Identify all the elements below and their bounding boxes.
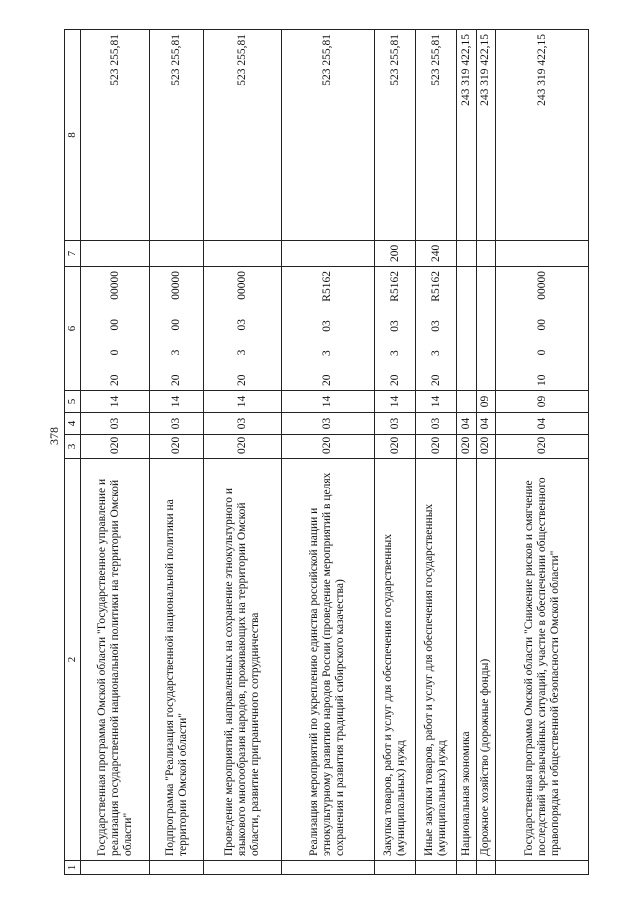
table-row xyxy=(496,30,589,875)
cell-col-4: 04 xyxy=(476,413,495,435)
table-row xyxy=(476,30,495,875)
cell-col-5: 14 xyxy=(150,391,204,413)
target-code-cs1: 20 xyxy=(108,374,121,386)
cell-target-code xyxy=(204,267,282,391)
table-row xyxy=(374,30,415,875)
header-col-8: 8 xyxy=(65,30,81,241)
cell-col-7: 240 xyxy=(416,241,457,267)
target-code-cs3: 03 xyxy=(321,320,334,332)
cell-col-3: 020 xyxy=(81,435,150,459)
cell-amount: 523 255,81 xyxy=(150,30,204,241)
cell-name: Дорожное хозяйство (дорожные фонды) xyxy=(476,459,495,861)
cell-name: Реализация мероприятий по укреплению единства российской нации и этнокультурному развитию народов России (проведение мероприятий в целях сохранения и развития традиций сибирского казачества) xyxy=(282,459,375,861)
target-code-cs1: 20 xyxy=(388,374,401,386)
cell-col-3: 020 xyxy=(416,435,457,459)
cell-amount: 523 255,81 xyxy=(416,30,457,241)
cell-col-1 xyxy=(457,861,476,875)
header-col-5: 5 xyxy=(65,391,81,413)
cell-amount: 523 255,81 xyxy=(204,30,282,241)
cell-col-4: 03 xyxy=(374,413,415,435)
cell-col-4: 04 xyxy=(457,413,476,435)
budget-table xyxy=(64,29,589,875)
cell-target-code xyxy=(81,267,150,391)
cell-target-code xyxy=(416,267,457,391)
cell-col-7 xyxy=(282,241,375,267)
target-code-cs1: 20 xyxy=(429,374,442,386)
table-row xyxy=(81,30,150,875)
cell-col-1 xyxy=(204,861,282,875)
cell-col-4: 03 xyxy=(416,413,457,435)
rotated-page xyxy=(64,30,640,871)
target-code-cs3: 03 xyxy=(236,318,249,331)
target-code-cs2: 3 xyxy=(429,350,442,356)
target-code-cs4: R5162 xyxy=(388,271,401,302)
cell-col-5 xyxy=(457,391,476,413)
cell-col-5: 09 xyxy=(496,391,589,413)
target-code-cs3: 00 xyxy=(108,318,121,331)
cell-col-7 xyxy=(476,241,495,267)
cell-col-1 xyxy=(374,861,415,875)
cell-col-1 xyxy=(496,861,589,875)
cell-col-4: 03 xyxy=(81,413,150,435)
cell-col-3: 020 xyxy=(476,435,495,459)
target-code-parts xyxy=(170,271,183,386)
cell-col-5: 09 xyxy=(476,391,495,413)
cell-amount: 243 319 422,15 xyxy=(457,30,476,241)
target-code-cs4: 00000 xyxy=(236,271,249,300)
target-code-parts xyxy=(430,271,443,386)
table-rotation-wrapper xyxy=(64,30,589,875)
table-row xyxy=(150,30,204,875)
target-code-cs2: 3 xyxy=(170,349,183,356)
cell-amount: 243 319 422,15 xyxy=(476,30,495,241)
table-row xyxy=(416,30,457,875)
table-row xyxy=(204,30,282,875)
target-code-cs2: 0 xyxy=(535,349,548,356)
cell-name: Проведение мероприятий, направленных на сохранение этнокультурного и языкового многообразия народов, проживающих на территории Омской области, развитие приграничного сотрудничества xyxy=(204,459,282,861)
target-code-cs1: 20 xyxy=(236,374,249,386)
target-code-parts xyxy=(109,271,122,386)
target-code-cs1: 20 xyxy=(170,374,183,386)
cell-name: Государственная программа Омской области "Снижение рисков и смягчение последствий чрезвычайных ситуаций, участие в обеспечении общественного правопорядка и общественной безопасности Омской области" xyxy=(496,459,589,861)
cell-amount: 523 255,81 xyxy=(282,30,375,241)
cell-col-3: 020 xyxy=(496,435,589,459)
cell-col-7 xyxy=(81,241,150,267)
cell-col-5: 14 xyxy=(282,391,375,413)
cell-col-1 xyxy=(476,861,495,875)
header-col-2: 2 xyxy=(65,459,81,861)
cell-amount: 243 319 422,15 xyxy=(496,30,589,241)
cell-target-code xyxy=(476,267,495,391)
page-number: 378 xyxy=(47,427,61,445)
cell-col-1 xyxy=(150,861,204,875)
table-row xyxy=(282,30,375,875)
target-code-parts xyxy=(536,271,549,386)
target-code-cs2: 3 xyxy=(388,350,401,356)
cell-col-7 xyxy=(457,241,476,267)
target-code-cs3: 03 xyxy=(388,320,401,332)
target-code-cs3: 00 xyxy=(170,318,183,331)
cell-col-4: 04 xyxy=(496,413,589,435)
table-row xyxy=(457,30,476,875)
cell-col-5: 14 xyxy=(374,391,415,413)
header-row xyxy=(65,30,81,875)
cell-target-code xyxy=(496,267,589,391)
cell-col-7 xyxy=(496,241,589,267)
cell-col-4: 03 xyxy=(282,413,375,435)
cell-target-code xyxy=(374,267,415,391)
cell-amount: 523 255,81 xyxy=(374,30,415,241)
cell-col-1 xyxy=(81,861,150,875)
cell-target-code xyxy=(282,267,375,391)
target-code-cs4: R5162 xyxy=(429,271,442,302)
cell-col-3: 020 xyxy=(457,435,476,459)
header-col-4: 4 xyxy=(65,413,81,435)
header-col-1: 1 xyxy=(65,861,81,875)
target-code-parts xyxy=(389,271,402,386)
cell-name: Подпрограмма "Реализация государственной национальной политики на территории Омской области" xyxy=(150,459,204,861)
cell-target-code xyxy=(150,267,204,391)
target-code-cs2: 3 xyxy=(321,350,334,356)
target-code-cs3: 00 xyxy=(535,318,548,331)
target-code-parts xyxy=(236,271,249,386)
target-code-cs4: 00000 xyxy=(535,271,548,300)
cell-col-7 xyxy=(204,241,282,267)
header-col-6: 6 xyxy=(65,267,81,391)
cell-col-1 xyxy=(282,861,375,875)
header-col-3: 3 xyxy=(65,435,81,459)
target-code-cs4: R5162 xyxy=(321,271,334,302)
cell-target-code xyxy=(457,267,476,391)
cell-col-1 xyxy=(416,861,457,875)
cell-name: Иные закупки товаров, работ и услуг для обеспечения государственных (муниципальных) нужд xyxy=(416,459,457,861)
cell-col-7 xyxy=(150,241,204,267)
cell-name: Государственная программа Омской области "Государственное управление и реализация государственной национальной политики на территории Омской области" xyxy=(81,459,150,861)
target-code-cs1: 20 xyxy=(321,374,334,386)
target-code-cs2: 0 xyxy=(108,349,121,356)
target-code-cs2: 3 xyxy=(236,349,249,356)
cell-name: Национальная экономика xyxy=(457,459,476,861)
target-code-cs1: 10 xyxy=(535,374,548,386)
cell-col-3: 020 xyxy=(282,435,375,459)
cell-col-3: 020 xyxy=(150,435,204,459)
cell-amount: 523 255,81 xyxy=(81,30,150,241)
cell-col-4: 03 xyxy=(204,413,282,435)
cell-col-7: 200 xyxy=(374,241,415,267)
target-code-parts xyxy=(321,271,334,386)
cell-col-5: 14 xyxy=(416,391,457,413)
target-code-cs3: 03 xyxy=(429,320,442,332)
target-code-cs4: 00000 xyxy=(170,271,183,300)
cell-name: Закупка товаров, работ и услуг для обеспечения государственных (муниципальных) нужд xyxy=(374,459,415,861)
target-code-cs4: 00000 xyxy=(108,271,121,300)
cell-col-4: 03 xyxy=(150,413,204,435)
cell-col-3: 020 xyxy=(204,435,282,459)
cell-col-3: 020 xyxy=(374,435,415,459)
cell-col-5: 14 xyxy=(204,391,282,413)
cell-col-5: 14 xyxy=(81,391,150,413)
header-col-7: 7 xyxy=(65,241,81,267)
